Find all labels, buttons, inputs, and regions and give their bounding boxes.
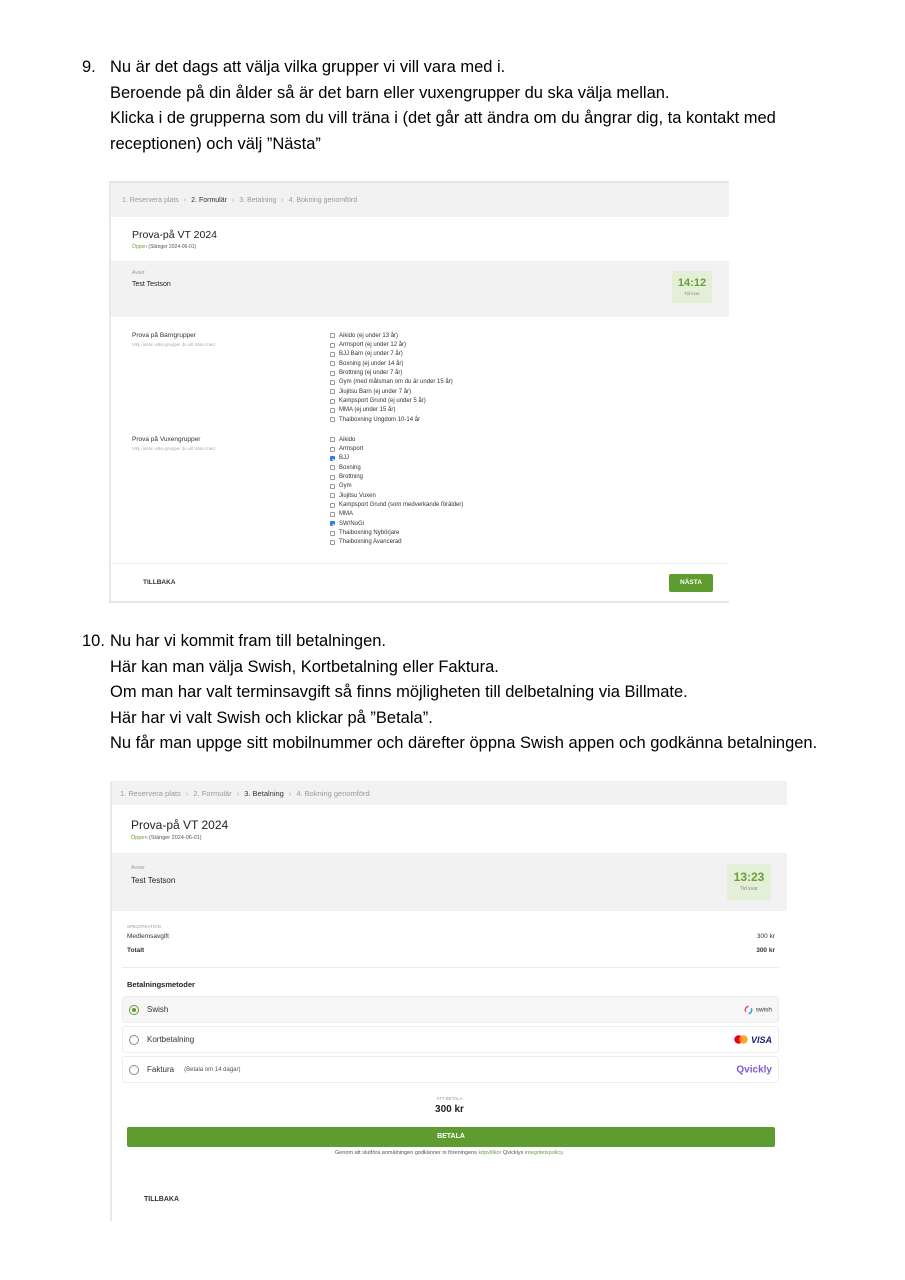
checkbox-unchecked[interactable] [330,493,335,498]
status-open: Öppen [131,835,148,841]
payment-method-swish[interactable] [122,996,779,1023]
checkbox-option[interactable] [330,538,463,547]
breadcrumb-step-4[interactable]: 4. Bokning genomförd [288,196,358,204]
spec-item-amount: 300 kr [756,933,775,940]
step-line: Här kan man välja Swish, Kortbetalning eller Faktura. [110,657,499,676]
group-title: Prova på Vuxengrupper [132,436,201,443]
visa-logo-text: VISA [750,1034,772,1045]
radio-selected[interactable] [129,1005,139,1015]
checkbox-unchecked[interactable] [330,417,335,422]
group-description: Välj i listan vilka grupper du vill träna med [132,342,215,347]
chevron-right-icon: › [183,196,187,204]
checkbox-label: Jiujitsu Barn (ej under 7 år) [339,388,412,395]
checkbox-label: Aikido [339,436,356,443]
breadcrumb-step-3[interactable]: 3. Betalning [244,788,284,798]
checkbox-unchecked[interactable] [330,465,335,470]
status-closes: (Stänger 2024-06-01) [148,244,197,250]
payment-method-label: Kortbetalning [147,1035,195,1044]
step-line: Här har vi valt Swish och klickar på ”Betala”. [110,708,433,727]
breadcrumb [112,781,787,805]
checkbox-label: MMA [339,511,353,518]
checkbox-unchecked[interactable] [330,371,335,376]
checkbox-label: Gym (med målsman om du är under 15 år) [339,379,453,386]
terms-end: . [562,1150,564,1156]
checkbox-option[interactable] [330,387,453,396]
to-pay-amount: 300 kr [435,1104,464,1115]
payment-method-label: Swish [147,1005,169,1014]
swish-mark-icon [744,1005,753,1014]
chevron-right-icon: › [288,788,292,798]
checkbox-unchecked[interactable] [330,512,335,517]
checkbox-label: Boxning (ej under 14 år) [339,360,404,367]
step-line: Nu har vi kommit fram till betalningen. [110,632,387,650]
checkbox-label: SW/NoGi [339,520,365,527]
checkbox-option[interactable] [330,435,463,444]
next-button[interactable]: NÄSTA [669,574,713,592]
timer-label: Tid kvar [740,886,758,892]
breadcrumb-step-2[interactable]: 2. Formulär [191,196,227,204]
checkbox-option[interactable] [330,359,453,368]
payment-method-invoice[interactable] [122,1056,779,1083]
countdown-timer [672,271,712,303]
step-line: Om man har valt terminsavgift så finns möjligheten till delbetalning via Billmate. [110,683,688,701]
spec-label: SPECIFIKATION [127,924,161,929]
to-pay-label: ATT BETALA [436,1096,463,1101]
screenshot-payment [110,781,787,1221]
terms-middle: Qvicklys [502,1150,524,1156]
step-number: 10. [82,632,105,650]
event-title: Prova-på VT 2024 [131,818,229,832]
status-closes: (Stänger 2024-06-01) [149,835,202,841]
checkbox-option[interactable] [330,331,453,340]
breadcrumb-step-2[interactable]: 2. Formulär [193,788,232,798]
breadcrumb-step-1[interactable]: 1. Reservera plats [122,196,179,204]
timer-label: Tid kvar [684,291,700,296]
checkbox-label: Thaiboxning Ungdom 10-14 år [339,416,421,423]
back-button[interactable]: TILLBAKA [144,1196,179,1203]
qvickly-logo-text: Qvickly [736,1064,772,1075]
step-line: Beroende på din ålder så är det barn eller vuxengrupper du ska välja mellan. [110,83,670,102]
mastercard-icon [734,1035,748,1044]
checkbox-option[interactable] [330,444,463,453]
swish-logo-icon [744,1005,772,1014]
buyer-name: Test Testson [131,876,176,885]
back-button[interactable]: TILLBAKA [143,579,176,586]
countdown-timer [727,864,771,900]
terms-text [112,1150,787,1156]
checkbox-label: Boxning [339,464,361,471]
adult-options [330,435,463,547]
checkbox-unchecked[interactable] [330,475,335,480]
terms-link[interactable]: köpvillkor [478,1150,502,1156]
checkbox-label: Armsport [339,446,364,453]
checkbox-option[interactable] [330,519,463,528]
checkbox-unchecked[interactable] [330,531,335,536]
step-line: Nu är det dags att välja vilka grupper vi vill vara med i. [110,58,506,76]
checkbox-label: Thaiboxning Avancerad [339,539,402,546]
step-line: Nu får man uppge sitt mobilnummer och därefter öppna Swish appen och godkänna betalningen. [110,734,818,752]
buyer-panel [112,853,787,911]
step-line: Klicka i de grupperna som du vill träna i (det går att ändra om du ångrar dig, ta kontakt med [110,109,776,127]
divider [111,563,729,564]
buyer-label: Avser [132,270,145,276]
checkbox-unchecked[interactable] [330,361,335,366]
checkbox-option[interactable] [330,378,453,387]
checkbox-option[interactable] [330,340,453,349]
card-logos-icon [734,1035,772,1045]
chevron-right-icon: › [185,788,189,798]
checkbox-checked[interactable] [330,521,335,526]
privacy-policy-link[interactable]: integritetspolicy [524,1150,563,1156]
checkbox-unchecked[interactable] [330,408,335,413]
checkbox-option[interactable] [330,454,463,463]
total-row [127,947,775,954]
payment-method-note: (Betala om 14 dagar) [184,1066,241,1073]
total-amount: 300 kr [756,947,775,954]
radio-unselected[interactable] [129,1035,139,1045]
timer-value: 14:12 [677,277,707,289]
chevron-right-icon: › [236,788,240,798]
spec-item-row [127,933,775,940]
group-adults [132,436,215,451]
checkbox-unchecked[interactable] [330,540,335,545]
checkbox-option[interactable] [330,528,463,537]
event-status [131,835,228,841]
checkbox-option[interactable] [330,406,453,415]
event-header [131,818,228,841]
swish-logo-text: swish [755,1006,772,1013]
buyer-label: Avser [131,865,145,871]
status-open: Öppen [132,244,148,250]
children-options [330,331,453,424]
checkbox-option[interactable] [330,350,453,359]
timer-value: 13:23 [733,870,765,884]
total-label: Totalt [127,947,145,954]
checkbox-unchecked[interactable] [330,343,335,348]
checkbox-option[interactable] [330,482,463,491]
qvickly-logo-icon [736,1064,772,1075]
screenshot-form [109,181,729,603]
checkbox-unchecked[interactable] [330,399,335,404]
event-header [132,229,217,250]
payment-method-card[interactable] [122,1026,779,1053]
checkbox-option[interactable] [330,368,453,377]
checkbox-option[interactable] [330,491,463,500]
checkbox-option[interactable] [330,500,463,509]
event-status [132,244,217,250]
breadcrumb [111,183,729,217]
checkbox-checked[interactable] [330,456,335,461]
step-number: 9. [82,58,96,76]
event-title: Prova-på VT 2024 [132,229,218,241]
checkbox-option[interactable] [330,415,453,424]
checkbox-label: Kampsport Grund (ej under 5 år) [339,398,426,405]
spec-item-name: Medlemsavgift [127,933,169,940]
divider [122,967,779,968]
checkbox-label: Brottning (ej under 7 år) [339,370,403,377]
radio-unselected[interactable] [129,1065,139,1075]
checkbox-option[interactable] [330,463,463,472]
chevron-right-icon: › [231,196,235,204]
payment-method-label: Faktura [147,1065,175,1074]
checkbox-label: Jiujitsu Vuxen [339,492,376,499]
breadcrumb-step-3[interactable]: 3. Betalning [239,196,277,204]
checkbox-unchecked[interactable] [330,389,335,394]
group-description: Välj i listan vilka grupper du vill träna med [132,446,215,451]
checkbox-unchecked[interactable] [330,333,335,338]
checkbox-unchecked[interactable] [330,437,335,442]
step-line: receptionen) och välj ”Nästa” [110,134,321,153]
checkbox-label: Brottning [339,474,364,481]
checkbox-label: BJJ Barn (ej under 7 år) [339,351,403,358]
chevron-right-icon: › [281,196,284,204]
checkbox-option[interactable] [330,510,463,519]
checkbox-label: Kampsport Grund (som medverkande förälder) [339,502,464,509]
group-title: Prova på Barngrupper [132,332,196,339]
checkbox-unchecked[interactable] [330,484,335,489]
terms-prefix: Genom att slutföra anmälningen godkänner ni föreningens [335,1150,477,1156]
checkbox-label: Aikido (ej under 13 år) [339,332,399,339]
breadcrumb-step-4[interactable]: 4. Bokning genomförd [296,788,370,798]
checkbox-label: MMA (ej under 15 år) [339,407,396,414]
buyer-panel [111,261,729,317]
checkbox-option[interactable] [330,396,453,405]
checkbox-unchecked[interactable] [330,380,335,385]
pay-button[interactable]: BETALA [127,1127,775,1147]
checkbox-label: Armsport (ej under 12 år) [339,342,407,349]
checkbox-unchecked[interactable] [330,352,335,357]
checkbox-label: BJJ [339,455,350,462]
checkbox-unchecked[interactable] [330,447,335,452]
checkbox-label: Thaiboxning Nybörjare [339,530,400,537]
buyer-name: Test Testson [132,281,171,288]
group-children [132,332,215,347]
checkbox-label: Gym [339,483,352,490]
payment-methods-title: Betalningsmetoder [127,980,195,989]
checkbox-option[interactable] [330,472,463,481]
breadcrumb-step-1[interactable]: 1. Reservera plats [120,788,181,798]
checkbox-unchecked[interactable] [330,503,335,508]
